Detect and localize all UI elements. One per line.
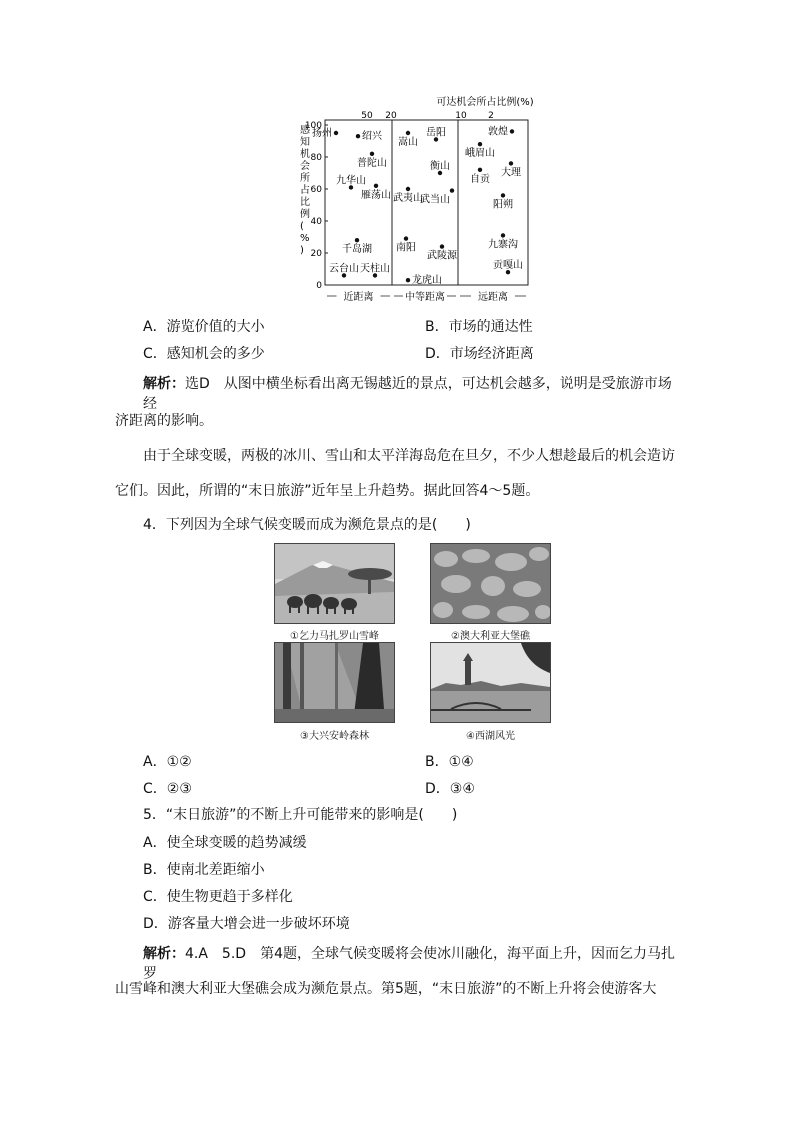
q5-option-d[interactable]: D．游客量大增会进一步破坏环境 (143, 916, 350, 932)
region-label-0: 近距离 (343, 292, 374, 303)
analysis-1 (143, 374, 683, 414)
point-扬州 (334, 131, 338, 135)
point-千岛湖 (355, 238, 359, 242)
q3-option-c[interactable]: C．感知机会的多少 (143, 346, 265, 362)
q3-option-a[interactable]: A．游览价值的大小 (143, 319, 265, 335)
point-label-普陀山: 普陀山 (357, 157, 387, 169)
q4-option-c[interactable]: C．②③ (143, 781, 192, 797)
caption-west-lake: ④西湖风光 (466, 731, 515, 742)
point-武夷山 (406, 187, 410, 191)
point-武当山 (450, 188, 454, 192)
photo-west-lake (430, 642, 551, 723)
analysis-label: 解析： (143, 376, 185, 392)
point-大理 (509, 161, 513, 165)
q5-option-b[interactable]: B．使南北差距缩小 (143, 862, 265, 878)
intro-line1: 由于全球变暖，两极的冰川、雪山和太平洋海岛危在旦夕，不少人想趁最后的机会造访 (143, 448, 675, 464)
point-label-衡山: 衡山 (430, 161, 450, 172)
point-label-南阳: 南阳 (396, 242, 416, 254)
point-label-武当山: 武当山 (420, 194, 450, 206)
point-label-岳阳: 岳阳 (426, 127, 446, 139)
point-阳朔 (501, 193, 505, 197)
point-龙虎山 (406, 278, 410, 282)
top-tick-2: 2 (488, 111, 494, 121)
top-tick-50: 50 (361, 111, 373, 121)
point-峨眉山 (478, 142, 482, 146)
point-label-大理: 大理 (501, 167, 521, 179)
point-绍兴 (356, 134, 360, 138)
photo-great-barrier-reef (430, 543, 551, 624)
point-label-绍兴: 绍兴 (362, 131, 382, 143)
q3-option-d[interactable]: D．市场经济距离 (425, 346, 534, 362)
q5-option-c[interactable]: C．使生物更趋于多样化 (143, 889, 293, 905)
y-tick-100: 100 (304, 121, 322, 131)
point-普陀山 (370, 152, 374, 156)
point-label-阳朔: 阳朔 (493, 199, 513, 211)
q3-option-b[interactable]: B．市场的通达性 (425, 319, 533, 335)
point-label-贡嘎山: 贡嘎山 (493, 260, 523, 272)
point-label-武陵源: 武陵源 (427, 250, 457, 262)
point-九寨沟 (501, 233, 505, 237)
y-tick-20: 20 (310, 249, 322, 259)
point-自贡 (478, 168, 482, 172)
top-tick-10: 10 (455, 111, 467, 121)
caption-daxinganling-forest: ③大兴安岭森林 (300, 731, 369, 742)
y-tick-80: 80 (310, 153, 322, 163)
photo-kilimanjaro (274, 543, 395, 624)
top-tick-20: 20 (385, 111, 397, 121)
point-label-龙虎山: 龙虎山 (412, 275, 442, 287)
analysis-text: 第4题，全球气候变暖将会使冰川融化，海平面上升，因而乞力马扎罗 (143, 946, 675, 982)
analysis-label: 解析： (143, 946, 185, 962)
point-label-武夷山: 武夷山 (393, 193, 423, 204)
analysis-answer: 4.A 5.D (185, 946, 247, 962)
y-tick-0: 0 (316, 281, 322, 291)
caption-great-barrier-reef: ②澳大利亚大堡礁 (451, 631, 530, 642)
q5-option-a[interactable]: A．使全球变暖的趋势减缓 (143, 835, 307, 851)
q4-option-b[interactable]: B．①④ (425, 754, 474, 770)
point-敦煌 (510, 129, 514, 133)
point-label-嵩山: 嵩山 (398, 137, 418, 148)
point-label-峨眉山: 峨眉山 (465, 148, 495, 160)
y-axis-label: 感知机会所占比例( % ) (300, 125, 310, 256)
point-label-天柱山: 天柱山 (360, 263, 390, 275)
point-label-千岛湖: 千岛湖 (342, 244, 372, 256)
intro-line2: 它们。因此，所谓的“末日旅游”近年呈上升趋势。据此回答4～5题。 (115, 483, 540, 499)
region-label-2: 远距离 (478, 292, 508, 303)
top-axis-label: 可达机会所占比例(%) (436, 97, 534, 108)
point-label-云台山: 云台山 (329, 263, 359, 275)
q4-option-a[interactable]: A．①② (143, 754, 192, 770)
scatter-chart (290, 95, 540, 305)
q5-stem: 5．“末日旅游”的不断上升可能带来的影响是( ) (143, 807, 458, 823)
point-南阳 (404, 236, 408, 240)
point-label-扬州: 扬州 (312, 128, 332, 139)
photo-daxinganling-forest (274, 642, 395, 723)
point-雁荡山 (374, 184, 378, 188)
point-label-九华山: 九华山 (336, 175, 366, 187)
point-label-九寨沟: 九寨沟 (488, 239, 518, 251)
caption-kilimanjaro: ①乞力马扎罗山雪峰 (290, 631, 379, 642)
point-武陵源 (440, 244, 444, 248)
y-tick-60: 60 (310, 185, 322, 195)
analysis-text: 从图中横坐标看出离无锡越近的景点，可达机会越多，说明是受旅游市场经 (143, 376, 672, 412)
analysis-1-line2: 济距离的影响。 (115, 413, 213, 429)
point-label-敦煌: 敦煌 (488, 126, 508, 138)
point-label-雁荡山: 雁荡山 (361, 189, 391, 201)
analysis-2 (143, 944, 688, 984)
q4-option-d[interactable]: D．③④ (425, 781, 475, 797)
analysis-2-line2: 山雪峰和澳大利亚大堡礁会成为濒危景点。第5题，“末日旅游”的不断上升将会使游客大 (115, 981, 657, 997)
region-label-1: 中等距离 (405, 292, 445, 303)
analysis-answer: 选D (185, 376, 210, 392)
point-嵩山 (406, 131, 410, 135)
q4-stem: 4．下列因为全球气候变暖而成为濒危景点的是( ) (143, 517, 471, 533)
point-label-自贡: 自贡 (470, 173, 490, 185)
y-tick-40: 40 (310, 217, 322, 227)
